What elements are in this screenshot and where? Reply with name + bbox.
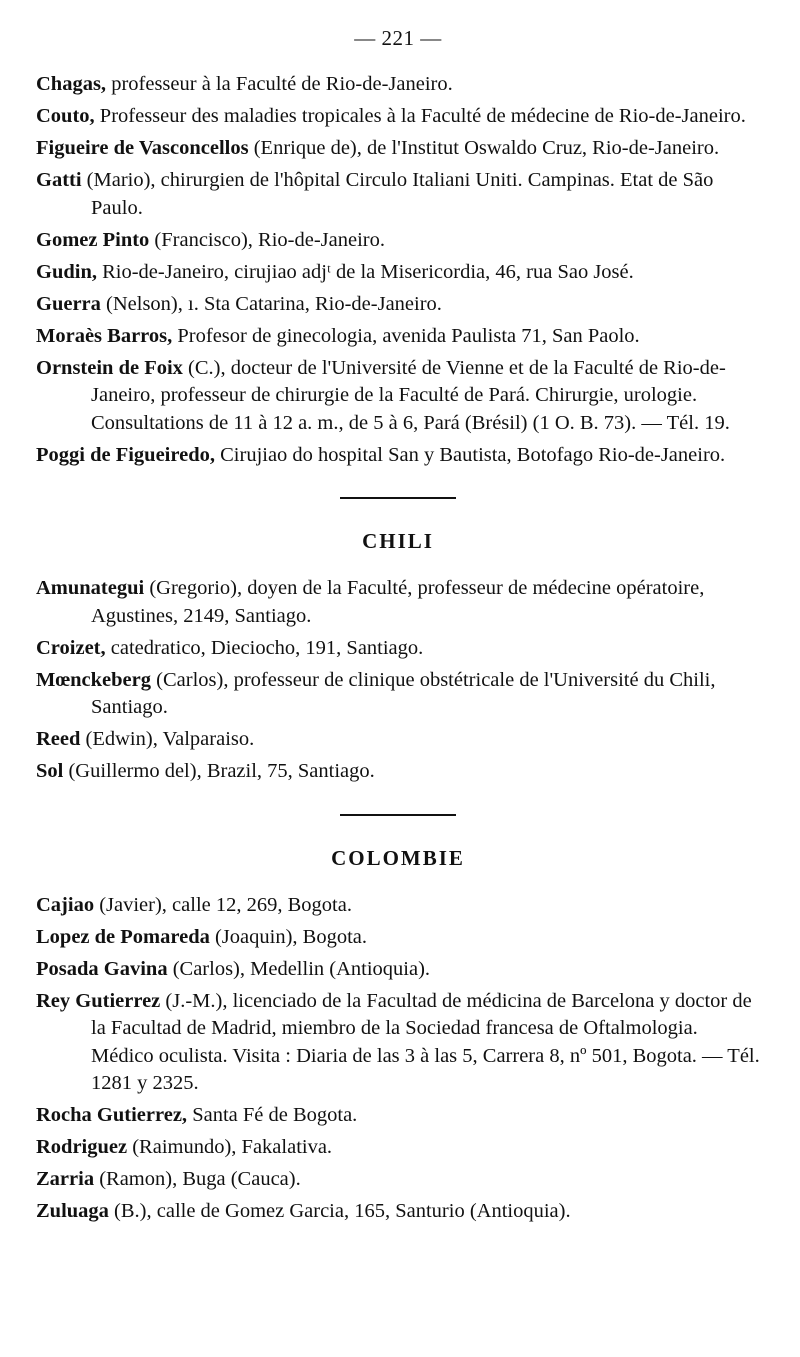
entry-name: Cajiao <box>36 893 95 916</box>
entry-name: Chagas, <box>36 73 107 95</box>
entry-text: (B.), calle de Gomez Garcia, 165, Santurio (Antioquia). <box>108 1200 571 1222</box>
entry-text: (Mario), chirurgien de l'hôpital Circulo Italiani Uniti. Campinas. Etat de São Paulo. <box>81 169 714 219</box>
section-heading-chili: CHILI <box>362 529 434 553</box>
directory-entry <box>36 1166 760 1194</box>
entry-text: professeur à la Faculté de Rio-de-Janeiro. <box>106 73 453 95</box>
entry-name: Amunategui <box>36 577 145 599</box>
entry-text: (Enrique de), de l'Institut Oswaldo Cruz, Rio-de-Janeiro. <box>248 137 720 159</box>
section-heading-colombie: COLOMBIE <box>331 845 465 870</box>
directory-entry <box>36 924 760 952</box>
entry-name: Rocha Gutierrez, <box>36 1104 188 1126</box>
entry-text: (Edwin), Valparaiso. <box>80 728 255 750</box>
brazil-entries <box>36 71 760 469</box>
entry-text: (Ramon), Buga (Cauca). <box>94 1168 301 1190</box>
entry-name: Poggi de Figueiredo, <box>36 443 215 466</box>
directory-entry <box>36 167 760 222</box>
entry-text: (J.-M.), licenciado de la Facultad de médicina de Barcelona y doctor de la Facultad de Madrid, miembro de la Sociedad francesa de Oftalmologia. Médico oculista. Visita : Diaria de las 3 à las 5, Carrera 8, nº 501, Bogota. — Tél. 1281 y 2325. <box>91 989 760 1094</box>
directory-entry <box>36 1198 760 1226</box>
entry-name: Zuluaga <box>36 1200 109 1222</box>
directory-entry <box>36 259 760 287</box>
directory-entry <box>36 988 760 1098</box>
directory-entry <box>36 726 760 754</box>
directory-entry <box>36 135 760 163</box>
entry-name: Posada Gavina <box>36 957 168 980</box>
entry-text: Profesor de ginecologia, avenida Paulista 71, San Paolo. <box>172 324 640 347</box>
entry-text: Professeur des maladies tropicales à la Faculté de médecine de Rio-de-Janeiro. <box>94 105 746 127</box>
directory-entry <box>36 1102 760 1130</box>
entry-text: (Joaquin), Bogota. <box>209 925 368 948</box>
entry-text: (Javier), calle 12, 269, Bogota. <box>94 893 352 916</box>
entry-name: Rodriguez <box>36 1136 128 1158</box>
section-divider <box>340 497 456 499</box>
chili-entries <box>36 575 760 786</box>
entry-name: Lopez de Pomareda <box>36 925 210 948</box>
entry-name: Mœnckeberg <box>36 668 152 691</box>
entry-text: (Francisco), Rio-de-Janeiro. <box>149 228 385 251</box>
directory-entry <box>36 323 760 351</box>
entry-text: (Raimundo), Fakalativa. <box>127 1136 333 1158</box>
entry-name: Ornstein de Foix <box>36 356 183 379</box>
entry-name: Figueire de Vasconcellos <box>36 137 249 159</box>
directory-entry <box>36 758 760 786</box>
entry-text: (Gregorio), doyen de la Faculté, professeur de médecine opératoire, Agustines, 2149, Santiago. <box>91 577 705 627</box>
directory-entry <box>36 635 760 663</box>
entry-name: Rey Gutierrez <box>36 989 161 1012</box>
entry-text: Rio-de-Janeiro, cirujiao adjᵗ de la Misericordia, 46, rua Sao José. <box>96 260 634 283</box>
directory-entry <box>36 667 760 722</box>
directory-entry <box>36 227 760 255</box>
directory-entry <box>36 892 760 920</box>
directory-entry <box>36 575 760 630</box>
directory-entry <box>36 291 760 319</box>
section-divider <box>340 814 456 816</box>
entry-name: Reed <box>36 728 81 750</box>
entry-name: Croizet, <box>36 636 106 659</box>
entry-text: (Guillermo del), Brazil, 75, Santiago. <box>63 760 375 782</box>
entry-text: Santa Fé de Bogota. <box>187 1104 358 1126</box>
directory-entry <box>36 71 760 99</box>
entry-name: Guerra <box>36 292 101 315</box>
directory-entry <box>36 355 760 438</box>
entry-name: Sol <box>36 760 64 782</box>
colombie-entries <box>36 892 760 1226</box>
directory-entry <box>36 1134 760 1162</box>
entry-text: Cirujiao do hospital San y Bautista, Botofago Rio-de-Janeiro. <box>215 443 726 466</box>
page-number: — 221 — <box>354 26 442 50</box>
entry-name: Moraès Barros, <box>36 324 173 347</box>
directory-entry <box>36 956 760 984</box>
entry-name: Zarria <box>36 1168 95 1190</box>
entry-text: (C.), docteur de l'Université de Vienne et de la Faculté de Rio-de-Janeiro, professeur de chirurgie de la Faculté de Pará. Chirurgie, urologie. Consultations de 11 à 12 a. m., de 5 à 6, Pará (Brésil) (1 O. B. 73). — Tél. 19. <box>91 356 730 434</box>
entry-text: (Carlos), Medellin (Antioquia). <box>167 957 431 980</box>
entry-text: catedratico, Dieciocho, 191, Santiago. <box>105 636 424 659</box>
entry-text: (Nelson), ı. Sta Catarina, Rio-de-Janeiro. <box>100 292 442 315</box>
entry-text: (Carlos), professeur de clinique obstétricale de l'Université du Chili, Santiago. <box>91 668 716 718</box>
directory-entry <box>36 103 760 131</box>
entry-name: Gudin, <box>36 260 97 283</box>
entry-name: Gomez Pinto <box>36 228 150 251</box>
entry-name: Couto, <box>36 105 95 127</box>
entry-name: Gatti <box>36 169 82 191</box>
directory-entry <box>36 442 760 470</box>
